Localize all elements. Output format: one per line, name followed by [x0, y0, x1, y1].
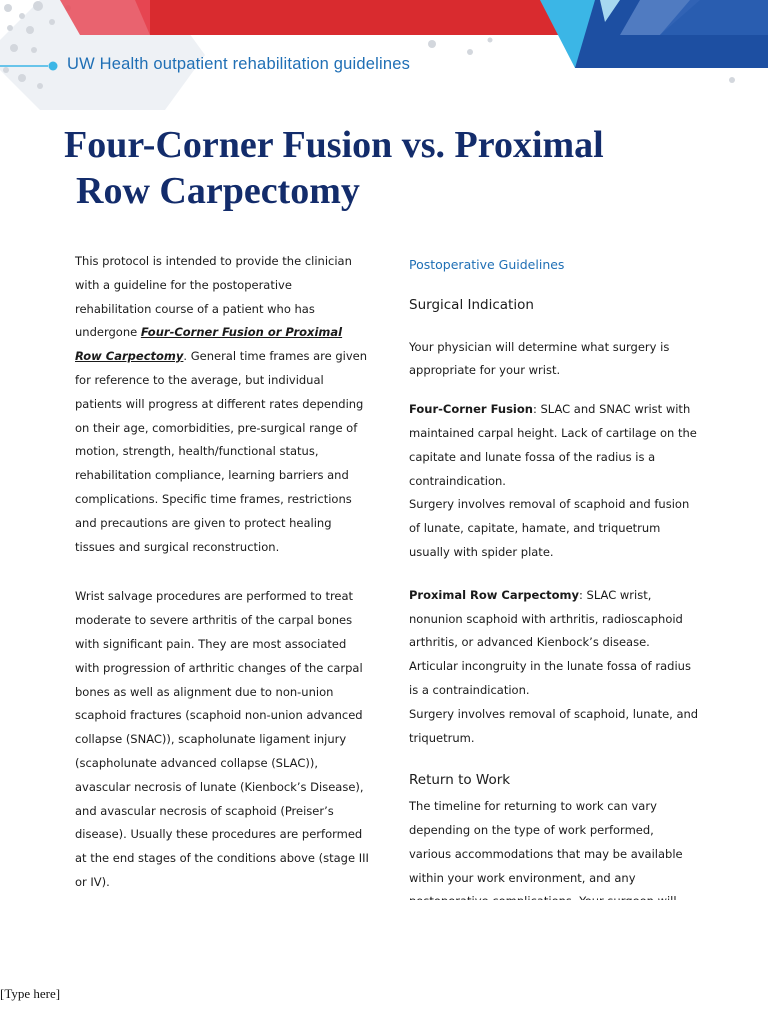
four-corner-fusion-label: Four-Corner Fusion — [409, 402, 533, 417]
surgical-indication-text: Your physician will determine what surgery is appropriate for your wrist. — [409, 339, 670, 378]
four-corner-fusion-surgery: Surgery involves removal of scaphoid and fusion of lunate, capitate, hamate, and triquetrum usually with spider plate. — [409, 497, 690, 559]
intro-procedure-emphasis: Four-Corner Fusion or Proximal Row Carpectomy — [75, 325, 343, 364]
header-title: UW Health outpatient rehabilitation guidelines — [67, 55, 411, 73]
right-column — [409, 253, 699, 938]
four-corner-fusion-paragraph — [409, 398, 699, 493]
document-title-line-1: Four-Corner Fusion vs. Proximal — [64, 124, 604, 166]
footer-placeholder[interactable]: [Type here] — [0, 986, 61, 1001]
return-to-work-text: The timeline for returning to work can vary depending on the type of work performed, various accommodations that may be available within your work environment, and any — [409, 799, 683, 885]
salvage-paragraph: Wrist salvage procedures are performed to treat moderate to severe arthritis of the carpal bones with significant pain. They are most associated with progression of arthritic changes of the carpal bones as well as alignment due to non-union scaphoid fractures (scaphoid non-union advanced collapse (SNAC)), scapholunate ligament injury (scapholunate advanced collapse (SLAC)), avascular necrosis of lunate (Kienbock’s Disease), and avascular necrosis of scaphoid (Preiser’s disease). Usually these procedures are performed at the end stages of the conditions above (stage III or IV). — [75, 589, 369, 889]
four-corner-fusion-text: : SLAC and SNAC wrist with maintained carpal height. Lack of cartilage on the capitate and lunate fossa of the radius is a contraindication. — [409, 402, 697, 488]
surgical-indication-heading: Surgical Indication — [409, 296, 534, 313]
left-column — [75, 250, 370, 895]
intro-text-part-2: . General time frames are given for reference to the average, but individual patients will progress at different rates depending on their age, comorbidities, pre-surgical range of motion, strength, health/functional status, rehabilitation compliance, learning barriers and complications. Specific time frames, restrictions and precautions are given to protect healing tissues and surgical reconstruction. — [75, 349, 368, 554]
postoperative-guidelines-link[interactable]: Postoperative Guidelines — [409, 257, 565, 272]
document-title-line-2: Row Carpectomy — [76, 170, 360, 212]
intro-text-part-1: This protocol is intended to provide the clinician with a guideline for the postoperative rehabilitation course of a patient who has undergone — [75, 254, 352, 340]
proximal-row-carpectomy-label: Proximal Row Carpectomy — [409, 587, 580, 602]
proximal-row-carpectomy-paragraph — [409, 584, 699, 703]
header-bullet-dot — [49, 62, 58, 71]
return-to-work-heading: Return to Work — [409, 772, 511, 789]
document-title — [64, 122, 704, 214]
proximal-row-carpectomy-text: : SLAC wrist, nonunion scaphoid with arthritis, radioscaphoid arthritis, or advanced Kienbock’s disease. Articular incongruity in the lunate fossa of radius is a contraindication. — [409, 587, 691, 697]
red-band — [135, 0, 575, 35]
page-bottom-mask — [0, 900, 768, 960]
intro-paragraph — [75, 250, 370, 559]
proximal-row-carpectomy-surgery: Surgery involves removal of scaphoid, lunate, and triquetrum. — [409, 706, 699, 745]
